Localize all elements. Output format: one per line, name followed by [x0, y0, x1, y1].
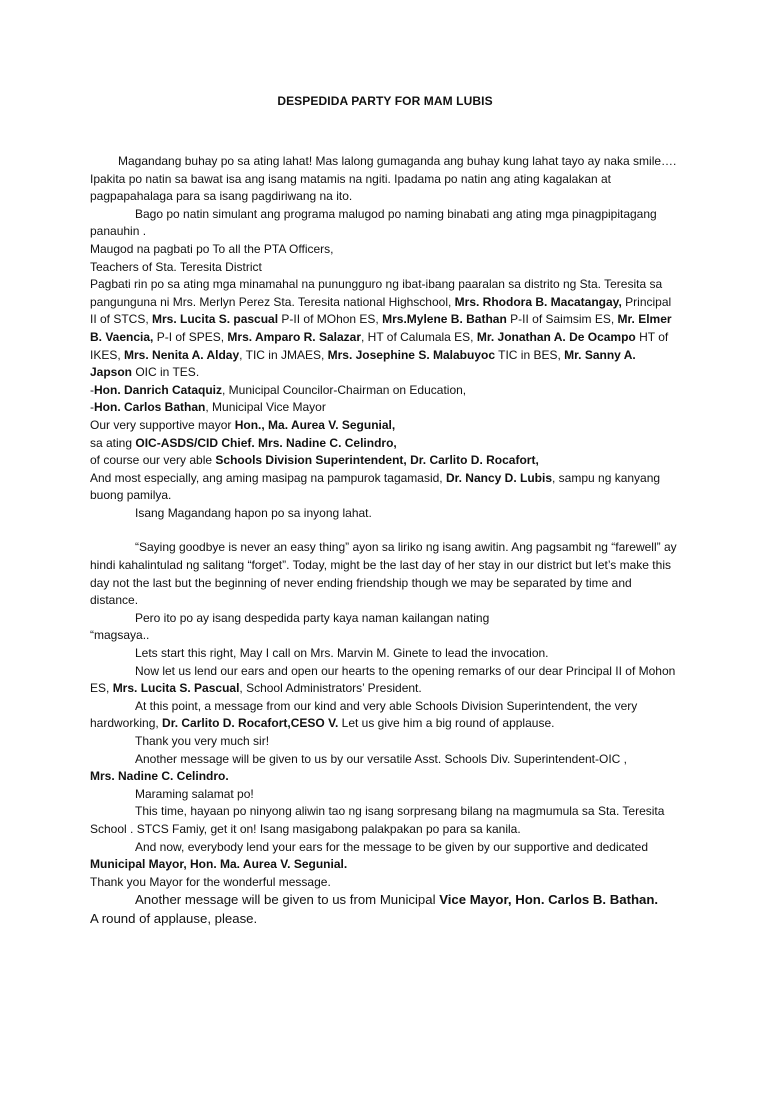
text-run: Let us give him a big round of applause.	[338, 716, 555, 731]
paragraph-asds	[90, 435, 680, 453]
document-body	[90, 153, 680, 928]
text-run: And most especially, ang aming masipag na pampurok tagamasid,	[90, 470, 446, 485]
text-run: Maugod na pagbati po To all the PTA Officers,	[90, 241, 334, 256]
paragraph-principals	[90, 276, 680, 382]
text-run: -	[90, 382, 94, 397]
text-run: At this point, a message from our kind and very able Schools Division Superintendent, the very hardworking,	[90, 698, 638, 731]
paragraph-salamat	[90, 786, 680, 804]
text-run: , TIC in JMAES,	[239, 347, 328, 362]
text-run: Thank you very much sir!	[135, 734, 270, 748]
paragraph-spacer	[90, 522, 680, 539]
paragraph-teachers	[90, 259, 680, 277]
name-bold: Schools Division Superintendent, Dr. Carlito D. Rocafort,	[215, 453, 539, 468]
name-bold: Hon. Danrich Cataquiz	[94, 382, 223, 397]
text-run: OIC in TES.	[132, 365, 200, 380]
paragraph-supervisor	[90, 470, 680, 505]
text-run: Isang Magandang hapon po sa inyong lahat.	[135, 505, 372, 520]
paragraph-pta-greeting	[90, 241, 680, 259]
text-run: Magandang buhay po sa ating lahat! Mas lalong gumaganda ang buhay kung lahat tayo ay naka smile…. Ipakita po natin sa bawat isa ang isang matamis na ngiti. Ipadama po natin ang ating kagalakan at pagpapahalaga para sa isang pagdiriwang na ito.	[90, 154, 677, 204]
name-bold: Mrs. Lucita S. Pascual	[112, 681, 240, 696]
text-run: Thank you Mayor for the wonderful message.	[90, 874, 331, 889]
name-bold: Hon. Carlos Bathan	[94, 400, 206, 415]
paragraph-sds-message	[90, 698, 680, 733]
text-run: HT of IKES,	[90, 329, 669, 362]
paragraph-invocation	[90, 645, 680, 663]
text-run: “Saying goodbye is never an easy thing” ayon sa liriko ng isang awitin. Ang pagsambit ng “farewell” ay hindi kahalintulad ng salitang “forget”. Today, might be the last day of her stay in our district but let’s make this day not the last but the beginning of never ending friendship though we may be separated by time and distance.	[90, 540, 677, 608]
paragraph-opening-remarks	[90, 663, 680, 698]
text-run: , Municipal Vice Mayor	[205, 400, 326, 415]
name-bold: Vice Mayor, Hon. Carlos B. Bathan.	[439, 892, 659, 908]
name-bold: Mr. Sanny A. Japson	[90, 347, 636, 380]
name-bold: Dr. Nancy D. Lubis	[445, 470, 552, 485]
name-bold: Mrs.Mylene B. Bathan	[382, 312, 507, 327]
paragraph-goodbye	[90, 539, 680, 609]
paragraph-good-afternoon	[90, 505, 680, 523]
text-run: Maraming salamat po!	[135, 786, 254, 801]
name-bold: Mrs. Lucita S. pascual	[152, 312, 279, 327]
text-run: Pagbati rin po sa ating mga minamahal na punungguro ng ibat-ibang paaralan sa distrito ng Sta. Teresita sa pangunguna ni Mrs. Merlyn Perez Sta. Teresita national Highschool,	[90, 277, 663, 309]
name-bold: Mrs. Amparo R. Salazar	[227, 329, 362, 344]
paragraph-magsaya	[90, 627, 680, 645]
text-run: Teachers of Sta. Teresita District	[90, 259, 262, 274]
text-run: Principal II of STCS,	[90, 294, 672, 327]
paragraph-vice-mayor-message	[90, 891, 680, 909]
text-run: Another message will be given to us from Municipal	[135, 892, 440, 908]
paragraph-applause	[90, 910, 680, 928]
text-run: of course our very able	[90, 453, 216, 468]
text-run: Bago po natin simulant ang programa malugod po naming binabati ang ating mga pinagpipitagang panauhin .	[90, 206, 657, 239]
name-bold: Hon., Ma. Aurea V. Segunial,	[234, 417, 396, 432]
paragraph-despedida	[90, 610, 680, 628]
paragraph-mayor-message	[90, 839, 680, 874]
text-run: P-I of SPES,	[153, 329, 228, 344]
paragraph-vice-mayor	[90, 399, 680, 417]
name-bold: Mrs. Josephine S. Malabuyoc	[327, 347, 496, 362]
paragraph-surprise-number	[90, 803, 680, 838]
paragraph-mayor	[90, 417, 680, 435]
text-run: Another message will be given to us by our versatile Asst. Schools Div. Superintendent-OIC ,	[135, 751, 628, 766]
name-bold: Mr. Jonathan A. De Ocampo	[476, 329, 636, 344]
document-page	[0, 94, 768, 1118]
text-run: , Municipal Councilor-Chairman on Education,	[222, 382, 467, 397]
paragraph-asds-name	[90, 768, 680, 786]
text-run: “magsaya..	[90, 628, 150, 643]
text-run: Lets start this right, May I call on Mrs. Marvin M. Ginete to lead the invocation.	[135, 646, 549, 661]
name-bold: Municipal Mayor, Hon. Ma. Aurea V. Segunial.	[90, 857, 348, 872]
name-bold: Mrs. Nenita A. Alday	[124, 347, 240, 362]
text-run: Our very supportive mayor	[90, 417, 235, 432]
name-bold: OIC-ASDS/CID Chief. Mrs. Nadine C. Celindro,	[135, 435, 397, 450]
paragraph-program-start	[90, 206, 680, 241]
text-run: , School Administrators’ President.	[239, 681, 422, 696]
paragraph-greeting	[90, 153, 680, 206]
text-run: P-II of Saimsim ES,	[506, 312, 618, 327]
paragraph-councilor	[90, 382, 680, 400]
paragraph-thank-mayor	[90, 874, 680, 892]
text-run: -	[90, 400, 94, 415]
text-run: sa ating	[90, 435, 136, 450]
text-run: P-II of MOhon ES,	[278, 312, 383, 327]
text-run: This time, hayaan po ninyong aliwin tao ng isang sorpresang bilang na magmumula sa Sta. Teresita School . STCS Famiy, get it on! Isang masigabong palakpakan po para sa kanila.	[90, 804, 665, 836]
name-bold: Mrs. Nadine C. Celindro.	[90, 769, 229, 784]
paragraph-sds	[90, 452, 680, 470]
text-run: And now, everybody lend your ears for the message to be given by our supportive and dedicated	[135, 839, 648, 854]
text-run: , sampu ng kanyang buong pamilya.	[90, 470, 661, 503]
text-run: Now let us lend our ears and open our hearts to the opening remarks of our dear Principal II of Mohon ES,	[90, 663, 676, 696]
text-run: , HT of Calumala ES,	[361, 329, 477, 344]
text-run: Pero ito po ay isang despedida party kaya naman kailangan nating	[135, 610, 490, 625]
name-bold: Dr. Carlito D. Rocafort,CESO V.	[162, 716, 339, 731]
document-title: DESPEDIDA PARTY FOR MAM LUBIS	[277, 94, 493, 108]
text-run: TIC in BES,	[495, 347, 565, 362]
name-bold: Mrs. Rhodora B. Macatangay,	[454, 294, 622, 309]
paragraph-thank-you-sir	[90, 733, 680, 751]
text-run: A round of applause, please.	[90, 910, 258, 926]
paragraph-asds-message	[90, 751, 680, 769]
name-bold: Mr. Elmer B. Vaencia,	[90, 312, 672, 344]
